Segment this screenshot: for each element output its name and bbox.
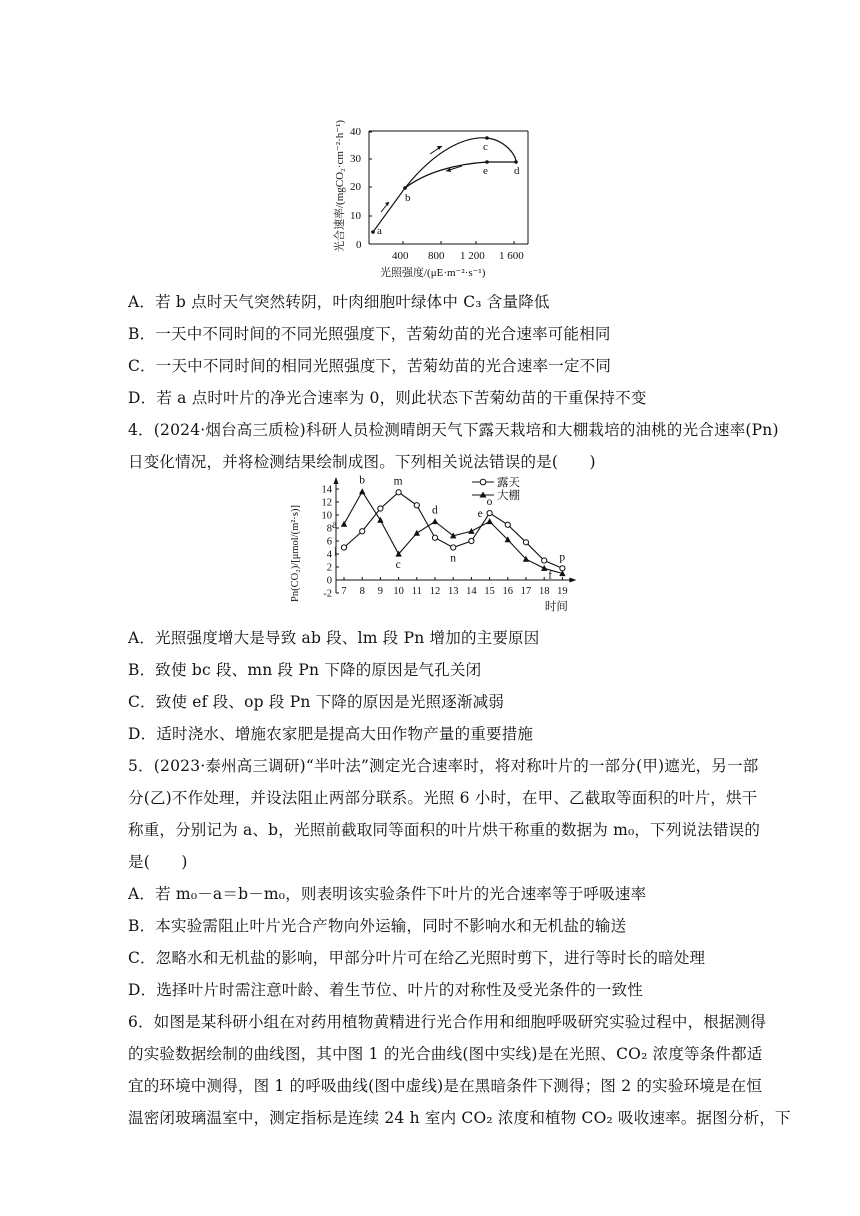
pn-point-open-air	[414, 503, 419, 508]
q4-option-c: C．致使 ef 段、op 段 Pn 下降的原因是光照逐渐减弱	[128, 693, 505, 711]
pn-annotation-c: c	[395, 559, 401, 571]
chart1-label-b: b	[405, 192, 411, 204]
pn-annotation-f: f	[548, 569, 553, 582]
chart1-xtick: 1 600	[499, 250, 524, 262]
pn-ylabel: Pn(CO₂)/[μmol/(m²·s)]	[290, 504, 301, 602]
pn-xtick-label: 15	[484, 586, 495, 597]
pn-point-open-air	[360, 529, 365, 534]
chart1-point-b	[403, 186, 407, 190]
photosynthesis-rate-chart	[326, 104, 540, 280]
q3-option-b: B．一天中不同时间的不同光照强度下，苦菊幼苗的光合速率可能相同	[128, 325, 611, 343]
chart1-ytick: 30	[350, 153, 361, 165]
chart1-xtick: 1 200	[460, 250, 485, 262]
pn-xtick-label: 18	[538, 586, 550, 597]
pn-point-open-air	[487, 510, 492, 515]
q6-stem-line3: 宜的环境中测得，图 1 的呼吸曲线(图中虚线)是在黑暗条件下测得；图 2 的实验环境是在恒	[128, 1077, 763, 1095]
pn-annotation-l: l	[334, 546, 338, 559]
chart1-label-c: c	[483, 141, 488, 153]
pn-ytick-label: 12	[321, 497, 332, 509]
pn-ytick-label: 10	[321, 510, 332, 522]
pn-ytick-label: 6	[326, 536, 332, 548]
pn-point-open-air	[378, 506, 383, 511]
legend-label-open-air: 露天	[497, 477, 520, 489]
pn-point-open-air	[341, 545, 346, 550]
q5-option-b: B．本实验需阻止叶片光合产物向外运输，同时不影响水和无机盐的输送	[128, 917, 627, 935]
pn-annotation-d: d	[432, 504, 438, 517]
pn-annotation-m: m	[393, 475, 403, 488]
pn-xtick-label: 14	[466, 586, 477, 597]
pn-point-open-air	[523, 540, 528, 545]
pn-ytick-label: 0	[326, 575, 332, 587]
pn-point-open-air	[505, 522, 510, 527]
pn-xtick-label: 11	[411, 586, 422, 597]
q6-stem-line2: 的实验数据绘制的曲线图，其中图 1 的光合曲线(图中实线)是在光照、CO₂ 浓度等条件都适	[128, 1045, 763, 1063]
figure-pn	[284, 472, 584, 620]
pn-xtick-label: 10	[393, 586, 404, 597]
pn-point-greenhouse	[541, 565, 547, 571]
q4-option-a: A．光照强度增大是导致 ab 段、lm 段 Pn 增加的主要原因	[128, 629, 540, 647]
pn-point-greenhouse	[341, 521, 347, 527]
pn-point-open-air	[451, 545, 456, 550]
q3-option-c: C．一天中不同时间的相同光照强度下，苦菊幼苗的光合速率一定不同	[128, 357, 612, 375]
pn-point-greenhouse	[414, 530, 420, 536]
pn-point-open-air	[396, 490, 401, 495]
pn-point-greenhouse	[432, 518, 438, 524]
chart1-label-e: e	[483, 165, 488, 177]
pn-ytick-label: -2	[323, 588, 332, 600]
chart1-ytick: 10	[350, 210, 361, 222]
chart1-xtick: 800	[428, 250, 445, 262]
chart1-point-d	[514, 160, 518, 164]
pn-xtick-label: 8	[359, 586, 365, 597]
pn-ytick-label: 14	[321, 484, 332, 496]
q5-stem-line3: 称重，分别记为 a、b，光照前截取同等面积的叶片烘干称重的数据为 m₀，下列说法错误的	[128, 821, 761, 839]
pn-xtick-label: 9	[377, 586, 384, 597]
legend-open-circle-marker	[480, 479, 486, 485]
q5-option-d: D．选择叶片时需注意叶龄、着生节位、叶片的对称性及受光条件的一致性	[128, 981, 644, 999]
chart1-point-e	[485, 160, 489, 164]
pn-point-greenhouse	[486, 518, 492, 524]
pn-annotation-b: b	[359, 474, 365, 487]
chart1-upper-curve	[373, 138, 516, 232]
pn-legend	[472, 476, 520, 502]
pn-xtick-label: 7	[341, 586, 347, 597]
pn-point-open-air	[432, 535, 437, 540]
pn-x-axis-arrow	[569, 578, 576, 583]
q4-option-d: D．适时浇水、增施农家肥是提高大田作物产量的重要措施	[128, 725, 534, 743]
pn-xtick-label: 13	[447, 586, 459, 597]
q3-option-a: A．若 b 点时天气突然转阴，叶肉细胞叶绿体中 C₃ 含量降低	[128, 293, 550, 311]
pn-line-chart	[284, 472, 584, 616]
chart1-ytick: 20	[350, 181, 361, 193]
q4-option-b: B．致使 bc 段、mn 段 Pn 下降的原因是气孔关闭	[128, 661, 482, 679]
q5-stem-line4: 是( )	[128, 853, 188, 871]
q5-stem-line1: 5．(2023·泰州高三调研)“半叶法”测定光合速率时，将对称叶片的一部分(甲)遮光，另一部	[128, 757, 759, 775]
q5-stem-line2: 分(乙)不作处理，并设法阻止两部分联系。光照 6 小时，在甲、乙截取等面积的叶片，烘干	[128, 789, 758, 807]
legend-label-greenhouse: 大棚	[497, 490, 520, 502]
chart1-xtick: 400	[392, 250, 409, 262]
pn-xtick-label: 16	[502, 586, 514, 597]
q5-option-c: C．忽略水和无机盐的影响，甲部分叶片可在给乙光照时剪下，进行等时长的暗处理	[128, 949, 706, 967]
q5-option-a: A．若 m₀－a＝b－m₀，则表明该实验条件下叶片的光合速率等于呼吸速率	[128, 885, 647, 903]
pn-point-open-air	[542, 558, 547, 563]
pn-annotation-n: n	[450, 552, 456, 565]
q3-option-d: D．若 a 点时叶片的净光合速率为 0，则此状态下苦菊幼苗的干重保持不变	[128, 389, 647, 407]
pn-point-greenhouse	[359, 488, 365, 494]
chart1-label-d: d	[514, 165, 520, 177]
pn-y-axis-arrow	[334, 477, 339, 484]
q4-stem-line1: 4．(2024·烟台高三质检)科研人员检测晴朗天气下露天栽培和大棚栽培的油桃的光合速率(Pn)	[128, 421, 779, 439]
pn-annotation-e: e	[477, 508, 483, 521]
pn-ytick-label: 2	[326, 562, 332, 574]
q6-stem-line1: 6．如图是某科研小组在对药用植物黄精进行光合作用和细胞呼吸研究实验过程中，根据测得	[128, 1013, 767, 1031]
chart1-arrows	[381, 146, 462, 212]
pn-xtick-label: 12	[429, 586, 441, 597]
pn-xtick-label: 19	[557, 586, 568, 597]
pn-ytick-label: 8	[326, 523, 332, 535]
chart1-ytick: 40	[350, 126, 361, 138]
pn-annotation-a: a	[332, 519, 338, 532]
pn-point-greenhouse	[468, 528, 474, 534]
pn-ytick-label: 4	[326, 549, 332, 561]
pn-xtick-label: 17	[520, 586, 532, 597]
q6-stem-line4: 温密闭玻璃温室中，测定指标是连续 24 h 室内 CO₂ 浓度和植物 CO₂ 吸收速率。据图分析，下	[128, 1109, 791, 1127]
chart1-ylabel: 光合速率/(mgCO₂·cm⁻²·h⁻¹)	[334, 119, 346, 252]
figure-1	[326, 104, 540, 284]
chart1-point-c	[485, 136, 489, 140]
chart1-label-a: a	[377, 225, 382, 237]
pn-annotation-p: p	[559, 551, 566, 564]
chart1-point-a	[371, 230, 375, 234]
q4-stem-line2: 日变化情况，并将检测结果绘制成图。下列相关说法错误的是( )	[128, 453, 596, 471]
pn-point-open-air	[469, 538, 474, 543]
chart1-ytick: 0	[356, 239, 362, 251]
chart1-lower-curve	[405, 162, 516, 188]
pn-annotation-o: o	[486, 496, 493, 509]
pn-xlabel: 时间	[544, 601, 568, 613]
chart1-xlabel: 光照强度/(μE·m⁻²·s⁻¹)	[380, 267, 486, 279]
